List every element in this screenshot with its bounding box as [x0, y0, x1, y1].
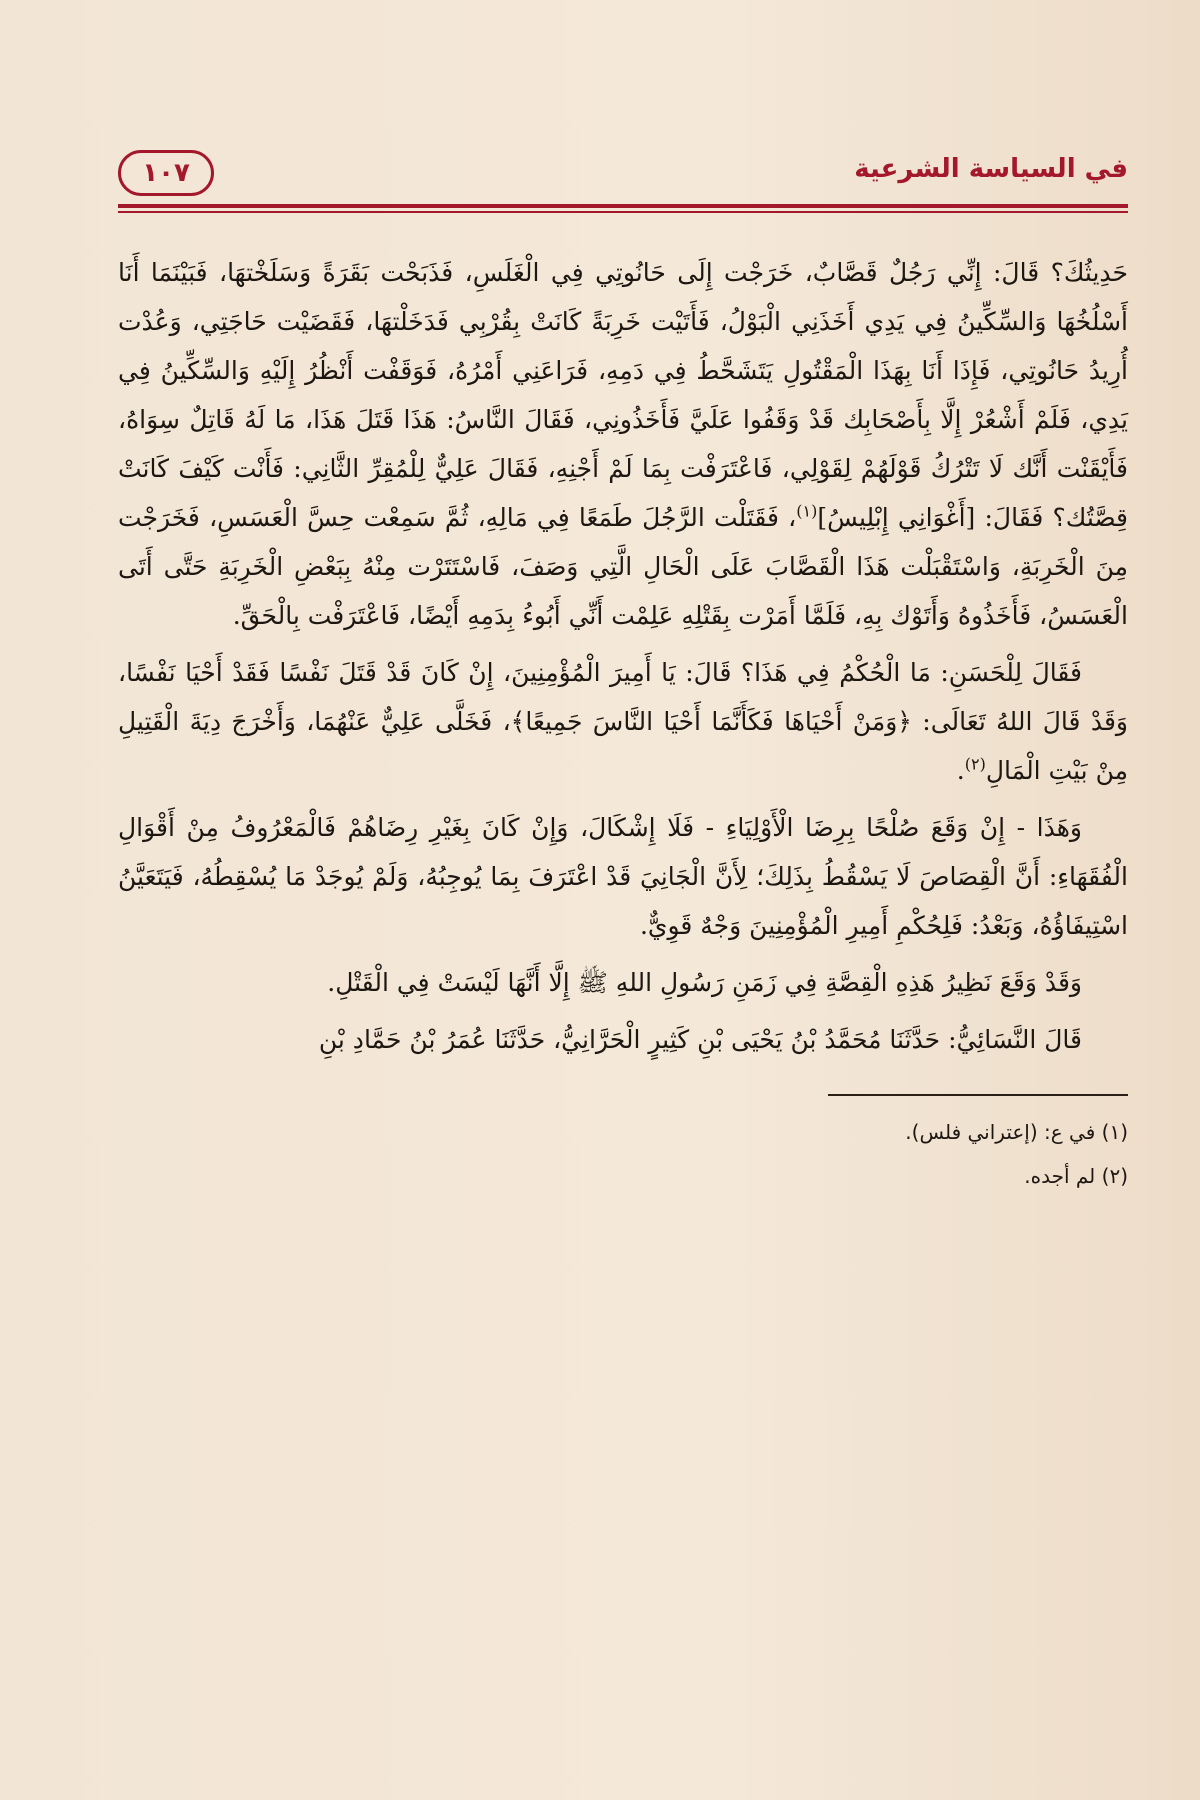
footnote-divider: [828, 1094, 1128, 1096]
paragraph-2-part-b: .: [956, 756, 965, 785]
header-rule-thin: [118, 211, 1128, 213]
paragraph-1-part-a: حَدِيثُكَ؟ قَالَ: إِنِّي رَجُلٌ قَصَّابٌ، خَرَجْت إِلَى حَانُوتِي فِي الْغَلَسِ، فَذَبَحْت بَقَرَةً وَسَلَخْتهَا، فَبَيْنَمَا أَنَا أَسْلُخُهَا وَالسِّكِّينُ فِي يَدِي أَخَذَنِي الْبَوْلُ، فَأَتَيْت خَرِبَةً كَانَتْ بِقُرْبِي فَدَخَلْتهَا، فَقَضَيْت حَاجَتِي، وَعُدْت أُرِيدُ حَانُوتِي، فَإِذَا أَنَا بِهَذَا الْمَقْتُولِ يَتَشَحَّطُ فِي دَمِهِ، فَرَاعَنِي أَمْرُهُ، فَوَقَفْت أَنْظُرُ إِلَيْهِ وَالسِّكِّينُ فِي يَدِي، فَلَمْ أَشْعُرْ إِلَّا بِأَصْحَابِك قَدْ وَقَفُوا عَلَيَّ فَأَخَذُونِي، فَقَالَ النَّاسُ: هَذَا قَتَلَ هَذَا، مَا لَهُ قَاتِلٌ سِوَاهُ، فَأَيْقَنْت أَنَّك لَا تَتْرُكُ قَوْلَهُمْ لِقَوْلِي، فَاعْتَرَفْت بِمَا لَمْ أَجْنِهِ، فَقَالَ عَلِيٌّ لِلْمُقِرِّ الثَّانِي: فَأَنْت كَيْفَ كَانَتْ قِصَّتُك؟ فَقَالَ: [أَغْوَانِي إِبْلِيسُ]: [118, 258, 1128, 532]
running-header: [118, 150, 1128, 212]
paragraph-1: [118, 248, 1128, 640]
footnote-1: (١) في ع: (إعتراني فلس).: [905, 1120, 1128, 1144]
page-content: [118, 150, 1128, 1198]
paragraph-1-part-b: ، فَقَتَلْت الرَّجُلَ طَمَعًا فِي مَالِهِ، ثُمَّ سَمِعْت حِسَّ الْعَسَسِ، فَخَرَجْت مِنَ الْخَرِبَةِ، وَاسْتَقْبَلْت هَذَا الْقَصَّابَ عَلَى الْحَالِ الَّتِي وَصَفَ، فَاسْتَتَرْت مِنْهُ بِبَعْضِ الْخَرِبَةِ حَتَّى أَتَى الْعَسَسُ، فَأَخَذُوهُ وَأَتَوْك بِهِ، فَلَمَّا أَمَرْت بِقَتْلِهِ عَلِمْت أَنِّي أَبُوءُ بِدَمِهِ أَيْضًا، فَاعْتَرَفْت بِالْحَقِّ.: [118, 503, 1128, 630]
footnote-ref-1[interactable]: (١): [796, 501, 818, 521]
footnotes: [118, 1110, 1128, 1198]
paragraph-4: وَقَدْ وَقَعَ نَظِيرُ هَذِهِ الْقِصَّةِ فِي زَمَنِ رَسُولِ اللهِ ﷺ إِلَّا أَنَّهَا لَيْسَتْ فِي الْقَتْلِ.: [327, 968, 1082, 997]
main-text: [118, 248, 1128, 1064]
paragraph-5: قَالَ النَّسَائِيُّ: حَدَّثَنَا مُحَمَّدُ بْنُ يَحْيَى بْنِ كَثِيرٍ الْحَرَّانِيُّ، حَدَّثَنَا عُمَرُ بْنُ حَمَّادِ بْنِ: [318, 1025, 1082, 1054]
footnote-2: (٢) لم أجده.: [1024, 1164, 1128, 1188]
header-rule: [118, 204, 1128, 208]
paragraph-2: [118, 648, 1128, 795]
paragraph-2-part-a: فَقَالَ لِلْحَسَنِ: مَا الْحُكْمُ فِي هَذَا؟ قَالَ: يَا أَمِيرَ الْمُؤْمِنِينَ، إِنْ كَانَ قَدْ قَتَلَ نَفْسًا فَقَدْ أَحْيَا نَفْسًا، وَقَدْ قَالَ اللهُ تَعَالَى: ﴿وَمَنْ أَحْيَاهَا فَكَأَنَّمَا أَحْيَا النَّاسَ جَمِيعًا﴾، فَخَلَّى عَلِيٌّ عَنْهُمَا، وَأَخْرَجَ دِيَةَ الْقَتِيلِ مِنْ بَيْتِ الْمَالِ: [118, 658, 1128, 785]
footnote-ref-2[interactable]: (٢): [964, 754, 986, 774]
paragraph-3: وَهَذَا - إِنْ وَقَعَ صُلْحًا بِرِضَا الْأَوْلِيَاءِ - فَلَا إِشْكَالَ، وَإِنْ كَانَ بِغَيْرِ رِضَاهُمْ فَالْمَعْرُوفُ مِنْ أَقْوَالِ الْفُقَهَاءِ: أَنَّ الْقِصَاصَ لَا يَسْقُطُ بِذَلِكَ؛ لِأَنَّ الْجَانِيَ قَدْ اعْتَرَفَ بِمَا يُوجِبُهُ، وَلَمْ يُوجَدْ مَا يُسْقِطُهُ، فَيَتَعَيَّنُ اسْتِيفَاؤُهُ، وَبَعْدُ: فَلِحُكْمِ أَمِيرِ الْمُؤْمِنِينَ وَجْهٌ قَوِيٌّ.: [118, 813, 1128, 940]
header-title: في السياسة الشرعية: [854, 154, 1128, 184]
page-number-badge: ١٠٧: [118, 150, 214, 196]
